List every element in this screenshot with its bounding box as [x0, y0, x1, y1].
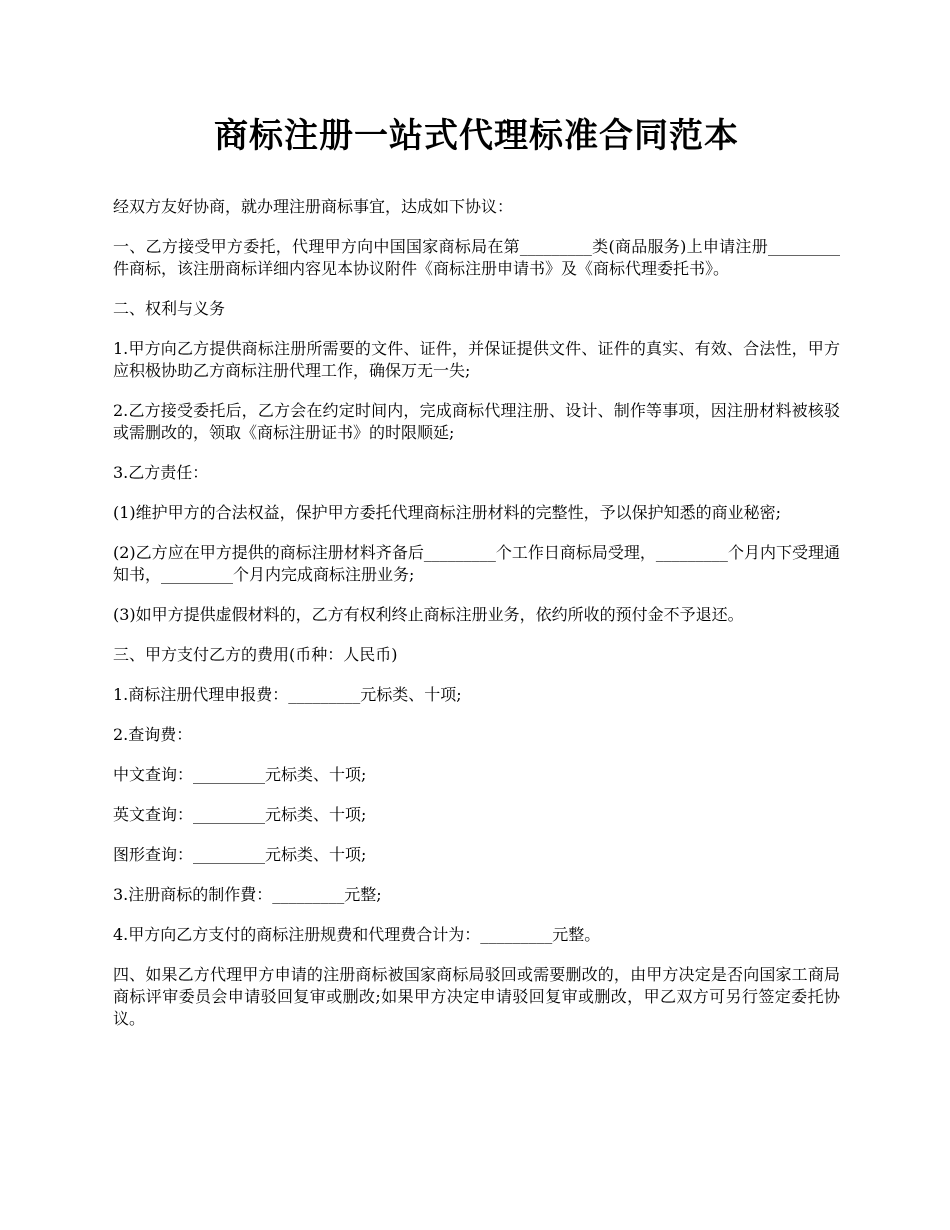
section-heading-rights: 二、权利与义务	[113, 299, 226, 318]
intro-paragraph: 经双方友好协商，就办理注册商标事宜，达成如下协议：	[113, 197, 514, 216]
fee-english-query: 英文查询：_________元标类、十项;	[113, 805, 367, 824]
document-title: 商标注册一站式代理标准合同范本	[214, 116, 739, 156]
clause-2-3: 3.乙方责任：	[113, 463, 209, 482]
clause-2-3-1: (1)维护甲方的合法权益，保护甲方委托代理商标注册材料的完整性，予以保护知悉的商业秘密;	[113, 503, 782, 522]
clause-1: 一、乙方接受甲方委托，代理甲方向中国国家商标局在第_________类(商品服务)上申请注册_________件商标，该注册商标详细内容见本协议附件《商标注册申请书》及《商标代理委托书》。	[113, 237, 840, 278]
clause-4: 四、如果乙方代理甲方申请的注册商标被国家商标局驳回或需要删改的，由甲方决定是否向国家工商局商标评审委员会申请驳回复审或删改;如果甲方决定申请驳回复审或删改，甲乙双方可另行签定委托协议。	[113, 965, 840, 1028]
clause-2-2: 2.乙方接受委托后，乙方会在约定时间内，完成商标代理注册、设计、制作等事项，因注册材料被核驳或需删改的，领取《商标注册证书》的时限顺延;	[113, 401, 840, 442]
clause-2-1: 1.甲方向乙方提供商标注册所需要的文件、证件，并保证提供文件、证件的真实、有效、合法性，甲方应积极协助乙方商标注册代理工作，确保万无一失;	[113, 339, 840, 380]
section-heading-fees: 三、甲方支付乙方的费用(币种：人民币)	[113, 645, 398, 664]
clause-2-3-3: (3)如甲方提供虚假材料的，乙方有权利终止商标注册业务，依约所收的预付金不予退还。	[113, 605, 744, 624]
fee-item-3: 3.注册商标的制作費：_________元整;	[113, 885, 382, 904]
document-page	[113, 112, 840, 1048]
fee-graphic-query: 图形查询：_________元标类、十项;	[113, 845, 367, 864]
clause-2-3-2: (2)乙方应在甲方提供的商标注册材料齐备后_________个工作日商标局受理，_________个月内下受理通知书，_________个月内完成商标注册业务;	[113, 543, 840, 584]
fee-item-1: 1.商标注册代理申报费：_________元标类、十项;	[113, 685, 462, 704]
fee-item-2: 2.查询费：	[113, 725, 193, 744]
fee-item-4: 4.甲方向乙方支付的商标注册规费和代理费合计为：_________元整。	[113, 925, 601, 944]
fee-chinese-query: 中文查询：_________元标类、十项;	[113, 765, 367, 784]
